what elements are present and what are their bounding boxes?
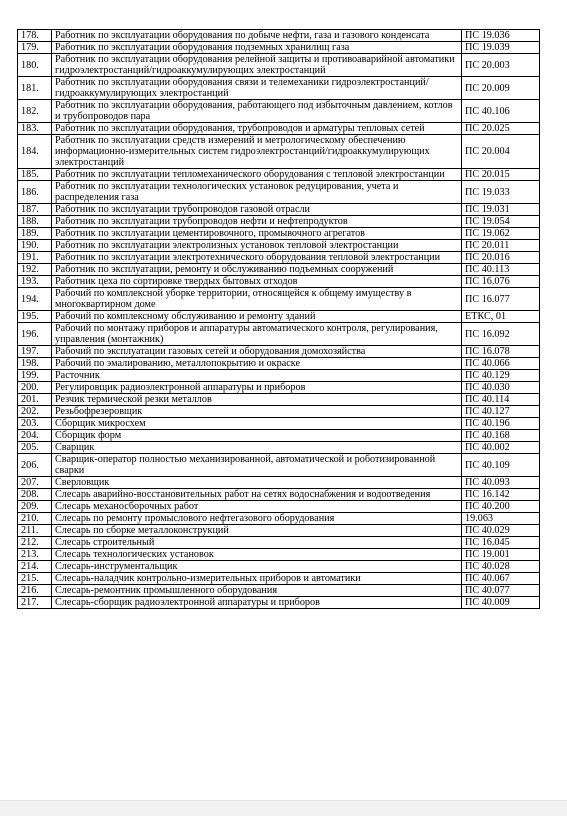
profession-name: Рабочий по эмалированию, металлопокрытию и окраске — [52, 358, 462, 370]
table-row — [18, 549, 540, 561]
table-row — [18, 537, 540, 549]
profession-name: Сборщик форм — [52, 430, 462, 442]
profession-name: Слесарь по сборке металлоконструкций — [52, 525, 462, 537]
standard-code: ПС 40.066 — [462, 358, 540, 370]
row-number: 186. — [18, 181, 52, 204]
table-row — [18, 585, 540, 597]
standard-code: 19.063 — [462, 513, 540, 525]
row-number: 211. — [18, 525, 52, 537]
profession-name: Слесарь строительный — [52, 537, 462, 549]
row-number: 197. — [18, 346, 52, 358]
profession-name: Слесарь по ремонту промыслового нефтегазового оборудования — [52, 513, 462, 525]
standard-code: ПС 20.004 — [462, 135, 540, 169]
table-row — [18, 513, 540, 525]
row-number: 210. — [18, 513, 52, 525]
profession-name: Регулировщик радиоэлектронной аппаратуры и приборов — [52, 382, 462, 394]
table-row — [18, 525, 540, 537]
row-number: 190. — [18, 240, 52, 252]
profession-name: Слесарь механосборочных работ — [52, 501, 462, 513]
standard-code: ПС 40.109 — [462, 454, 540, 477]
profession-name: Работник по эксплуатации оборудования, трубопроводов и арматуры тепловых сетей — [52, 123, 462, 135]
standard-code: ПС 19.039 — [462, 42, 540, 54]
profession-name: Рабочий по монтажу приборов и аппаратуры автоматического контроля, регулирования, управления (монтажник) — [52, 323, 462, 346]
standard-code: ЕТКС, 01 — [462, 311, 540, 323]
standard-code: ПС 40.106 — [462, 100, 540, 123]
standard-code: ПС 16.077 — [462, 288, 540, 311]
standard-code: ПС 40.077 — [462, 585, 540, 597]
standard-code: ПС 40.168 — [462, 430, 540, 442]
table-row — [18, 288, 540, 311]
standard-code: ПС 20.016 — [462, 252, 540, 264]
profession-name: Работник по эксплуатации цементировочного, промывочного агрегатов — [52, 228, 462, 240]
row-number: 188. — [18, 216, 52, 228]
profession-name: Работник по эксплуатации оборудования связи и телемеханики гидроэлектростанций/ гидроаккумулирующих электростанций — [52, 77, 462, 100]
row-number: 189. — [18, 228, 52, 240]
row-number: 208. — [18, 489, 52, 501]
row-number: 212. — [18, 537, 52, 549]
standard-code: ПС 16.045 — [462, 537, 540, 549]
row-number: 194. — [18, 288, 52, 311]
table-row — [18, 561, 540, 573]
table-row — [18, 169, 540, 181]
row-number: 206. — [18, 454, 52, 477]
profession-name: Сварщик — [52, 442, 462, 454]
row-number: 204. — [18, 430, 52, 442]
profession-name: Работник по эксплуатации тепломеханического оборудования с тепловой электростанции — [52, 169, 462, 181]
row-number: 202. — [18, 406, 52, 418]
row-number: 200. — [18, 382, 52, 394]
row-number: 199. — [18, 370, 52, 382]
profession-name: Слесарь-инструментальщик — [52, 561, 462, 573]
standard-code: ПС 20.015 — [462, 169, 540, 181]
table-row — [18, 406, 540, 418]
table-row — [18, 442, 540, 454]
row-number: 213. — [18, 549, 52, 561]
standard-code: ПС 40.129 — [462, 370, 540, 382]
standard-code: ПС 40.030 — [462, 382, 540, 394]
table-row — [18, 346, 540, 358]
profession-name: Работник по эксплуатации технологических установок редуцирования, учета и распределения газа — [52, 181, 462, 204]
profession-name: Работник цеха по сортировке твердых бытовых отходов — [52, 276, 462, 288]
standard-code: ПС 19.036 — [462, 30, 540, 42]
table-row — [18, 501, 540, 513]
table-row — [18, 489, 540, 501]
profession-name: Слесарь-сборщик радиоэлектронной аппаратуры и приборов — [52, 597, 462, 609]
profession-name: Работник по эксплуатации, ремонту и обслуживанию подъемных сооружений — [52, 264, 462, 276]
row-number: 183. — [18, 123, 52, 135]
table-row — [18, 54, 540, 77]
standard-code: ПС 40.196 — [462, 418, 540, 430]
profession-name: Слесарь-наладчик контрольно-измерительных приборов и автоматики — [52, 573, 462, 585]
table-row — [18, 135, 540, 169]
standard-code: ПС 19.054 — [462, 216, 540, 228]
profession-name: Работник по эксплуатации трубопроводов газовой отрасли — [52, 204, 462, 216]
profession-name: Рабочий по комплексной уборке территории, относящейся к общему имуществу в многоквартирном доме — [52, 288, 462, 311]
row-number: 205. — [18, 442, 52, 454]
table-row — [18, 276, 540, 288]
row-number: 195. — [18, 311, 52, 323]
profession-name: Резчик термической резки металлов — [52, 394, 462, 406]
standard-code: ПС 40.028 — [462, 561, 540, 573]
row-number: 207. — [18, 477, 52, 489]
standard-code: ПС 16.142 — [462, 489, 540, 501]
row-number: 193. — [18, 276, 52, 288]
standard-code: ПС 20.025 — [462, 123, 540, 135]
profession-name: Работник по эксплуатации электротехнического оборудования тепловой электростанции — [52, 252, 462, 264]
standard-code: ПС 40.067 — [462, 573, 540, 585]
profession-name: Сварщик-оператор полностью механизированной, автоматической и роботизированной сварки — [52, 454, 462, 477]
row-number: 217. — [18, 597, 52, 609]
row-number: 184. — [18, 135, 52, 169]
row-number: 192. — [18, 264, 52, 276]
table-row — [18, 454, 540, 477]
profession-name: Работник по эксплуатации оборудования по добыче нефти, газа и газового конденсата — [52, 30, 462, 42]
table-row — [18, 228, 540, 240]
table-body — [18, 30, 540, 609]
standard-code: ПС 40.002 — [462, 442, 540, 454]
table-row — [18, 216, 540, 228]
row-number: 181. — [18, 77, 52, 100]
row-number: 179. — [18, 42, 52, 54]
row-number: 201. — [18, 394, 52, 406]
table-row — [18, 77, 540, 100]
profession-name: Сверловщик — [52, 477, 462, 489]
standard-code: ПС 40.093 — [462, 477, 540, 489]
table-row — [18, 30, 540, 42]
standard-code: ПС 40.200 — [462, 501, 540, 513]
table-row — [18, 311, 540, 323]
profession-name: Рабочий по комплексному обслуживанию и ремонту зданий — [52, 311, 462, 323]
profession-name: Резьбофрезеровщик — [52, 406, 462, 418]
row-number: 178. — [18, 30, 52, 42]
row-number: 182. — [18, 100, 52, 123]
professions-table — [17, 29, 540, 609]
profession-name: Работник по эксплуатации оборудования релейной защиты и противоаварийной автоматики гидроэлектростанций/гидроаккумулирующих электростанций — [52, 54, 462, 77]
standard-code: ПС 40.113 — [462, 264, 540, 276]
table-row — [18, 358, 540, 370]
standard-code: ПС 40.029 — [462, 525, 540, 537]
profession-name: Расточник — [52, 370, 462, 382]
table-row — [18, 204, 540, 216]
table-row — [18, 323, 540, 346]
profession-name: Работник по эксплуатации электролизных установок тепловой электростанции — [52, 240, 462, 252]
row-number: 216. — [18, 585, 52, 597]
row-number: 209. — [18, 501, 52, 513]
standard-code: ПС 40.114 — [462, 394, 540, 406]
standard-code: ПС 20.011 — [462, 240, 540, 252]
standard-code: ПС 16.092 — [462, 323, 540, 346]
table-row — [18, 42, 540, 54]
table-row — [18, 252, 540, 264]
row-number: 198. — [18, 358, 52, 370]
standard-code: ПС 16.078 — [462, 346, 540, 358]
row-number: 203. — [18, 418, 52, 430]
table-row — [18, 597, 540, 609]
row-number: 191. — [18, 252, 52, 264]
profession-name: Рабочий по эксплуатации газовых сетей и оборудования домохозяйства — [52, 346, 462, 358]
table-row — [18, 382, 540, 394]
profession-name: Слесарь-ремонтник промышленного оборудования — [52, 585, 462, 597]
standard-code: ПС 40.127 — [462, 406, 540, 418]
row-number: 180. — [18, 54, 52, 77]
table-row — [18, 370, 540, 382]
table-row — [18, 181, 540, 204]
table-row — [18, 240, 540, 252]
row-number: 187. — [18, 204, 52, 216]
profession-name: Работник по эксплуатации оборудования, работающего под избыточным давлением, котлов и трубопроводов пара — [52, 100, 462, 123]
standard-code: ПС 20.009 — [462, 77, 540, 100]
table-row — [18, 264, 540, 276]
viewer-bottom-strip — [0, 800, 567, 816]
table-row — [18, 573, 540, 585]
table-row — [18, 430, 540, 442]
standard-code: ПС 19.001 — [462, 549, 540, 561]
standard-code: ПС 20.003 — [462, 54, 540, 77]
row-number: 215. — [18, 573, 52, 585]
standard-code: ПС 19.031 — [462, 204, 540, 216]
profession-name: Работник по эксплуатации трубопроводов нефти и нефтепродуктов — [52, 216, 462, 228]
table-row — [18, 418, 540, 430]
profession-name: Сборщик микросхем — [52, 418, 462, 430]
standard-code: ПС 16.076 — [462, 276, 540, 288]
profession-name: Работник по эксплуатации средств измерений и метрологическому обеспечению информационно-измерительных систем гидроэлектростанций/гидроаккумулирующих электростанций — [52, 135, 462, 169]
table-row — [18, 394, 540, 406]
standard-code: ПС 19.033 — [462, 181, 540, 204]
profession-name: Слесарь технологических установок — [52, 549, 462, 561]
table-row — [18, 123, 540, 135]
row-number: 214. — [18, 561, 52, 573]
table-row — [18, 477, 540, 489]
row-number: 196. — [18, 323, 52, 346]
standard-code: ПС 19.062 — [462, 228, 540, 240]
standard-code: ПС 40.009 — [462, 597, 540, 609]
row-number: 185. — [18, 169, 52, 181]
profession-name: Работник по эксплуатации оборудования подземных хранилищ газа — [52, 42, 462, 54]
table-row — [18, 100, 540, 123]
profession-name: Слесарь аварийно-восстановительных работ на сетях водоснабжения и водоотведения — [52, 489, 462, 501]
